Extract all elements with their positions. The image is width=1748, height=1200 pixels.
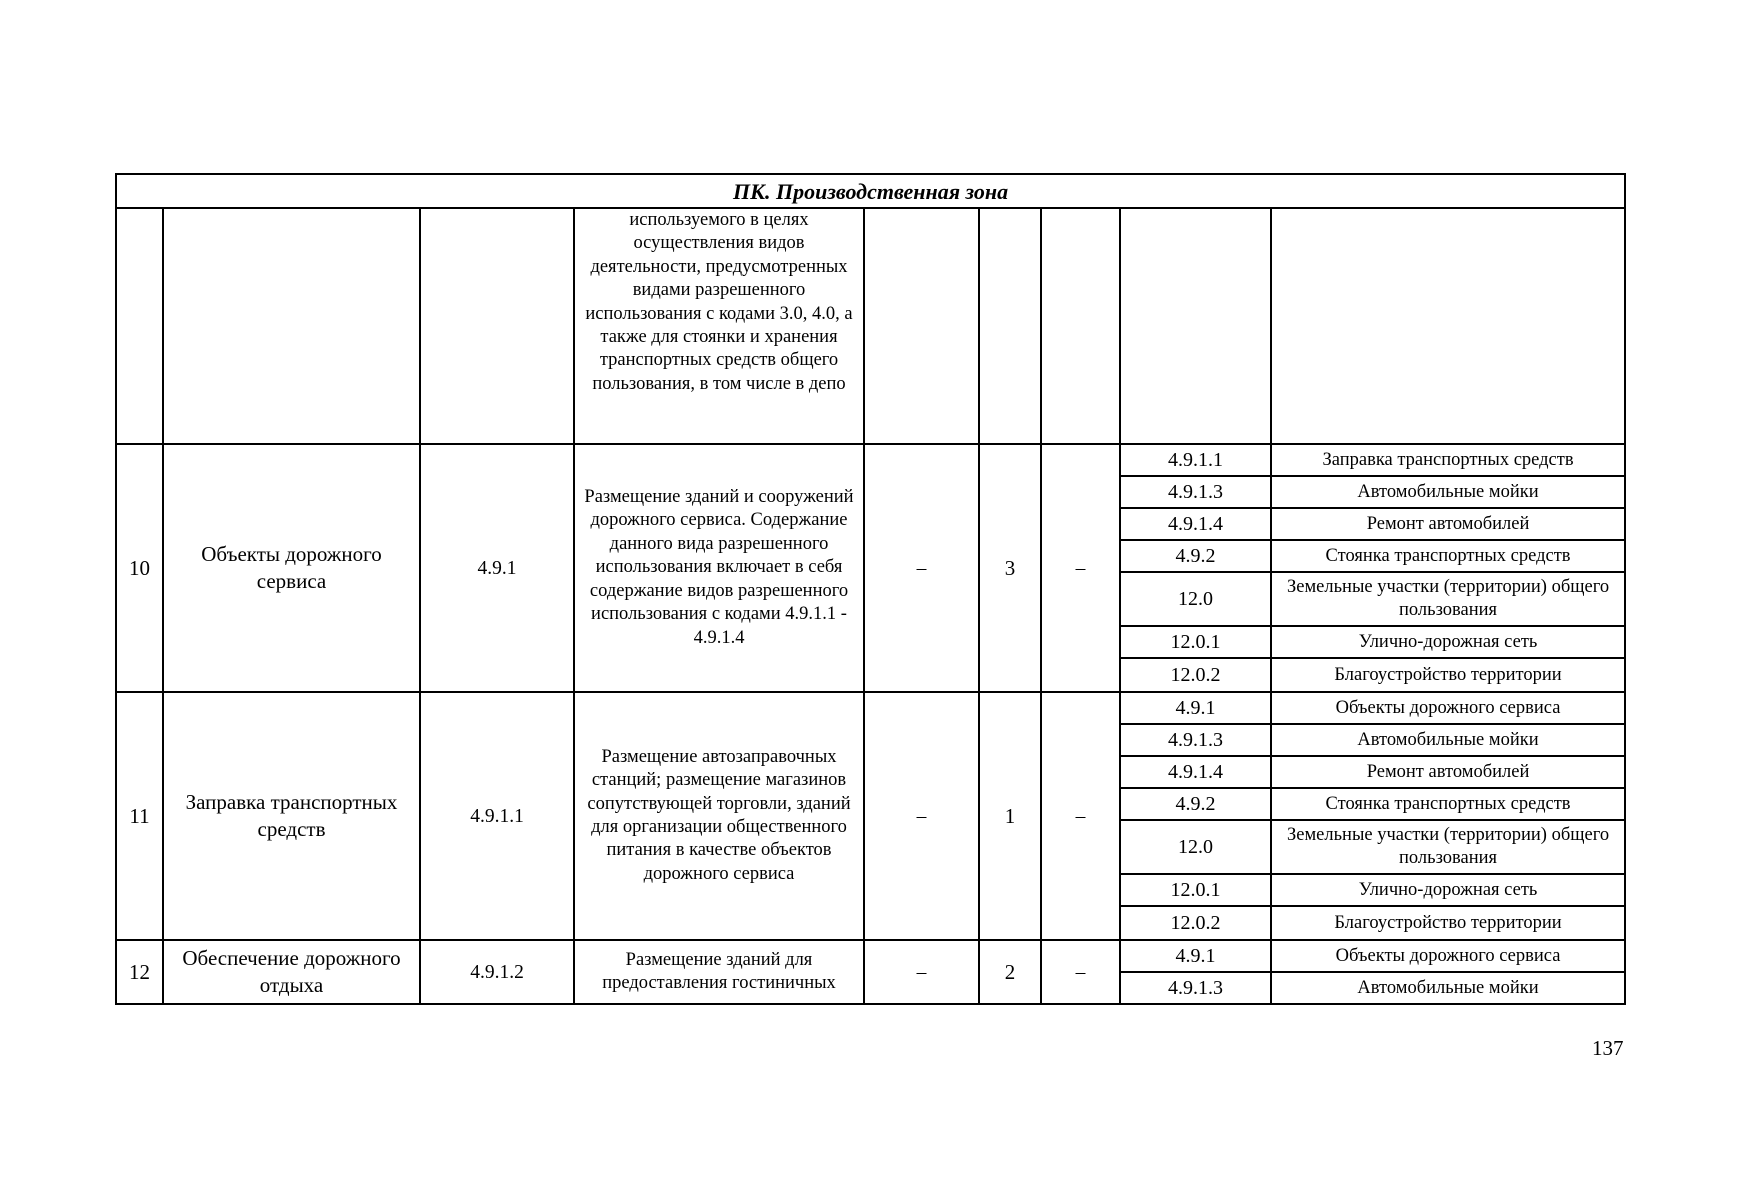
use-name: Объекты дорожного сервиса xyxy=(163,444,420,692)
linked-name: Земельные участки (территории) общего пользования xyxy=(1271,820,1625,874)
linked-code: 4.9.1.1 xyxy=(1120,444,1271,476)
column-5-value: – xyxy=(864,692,979,940)
row-number: 12 xyxy=(116,940,163,1004)
linked-name: Ремонт автомобилей xyxy=(1271,508,1625,540)
linked-code: 12.0 xyxy=(1120,820,1271,874)
linked-name: Автомобильные мойки xyxy=(1271,476,1625,508)
cell-empty xyxy=(1120,208,1271,444)
linked-code: 12.0 xyxy=(1120,572,1271,626)
use-description: Размещение автозаправочных станций; размещение магазинов сопутствующей торговли, зданий для организации общественного питания в качестве объектов дорожного сервиса xyxy=(574,692,864,940)
table-row xyxy=(116,444,1625,476)
cell-empty xyxy=(979,208,1041,444)
linked-name: Благоустройство территории xyxy=(1271,658,1625,692)
row-number: 11 xyxy=(116,692,163,940)
linked-name: Улично-дорожная сеть xyxy=(1271,874,1625,906)
linked-code: 12.0.2 xyxy=(1120,658,1271,692)
linked-name: Автомобильные мойки xyxy=(1271,724,1625,756)
use-description: Размещение зданий для предоставления гостиничных xyxy=(574,940,864,1004)
linked-name: Стоянка транспортных средств xyxy=(1271,788,1625,820)
linked-code: 4.9.2 xyxy=(1120,540,1271,572)
linked-code: 4.9.1 xyxy=(1120,940,1271,972)
column-5-value: – xyxy=(864,444,979,692)
linked-name: Ремонт автомобилей xyxy=(1271,756,1625,788)
continued-description: используемого в целях осуществления видов деятельности, предусмотренных видами разрешенного использования с кодами 3.0, 4.0, а также для стоянки и хранения транспортных средств общего пользования, в том числе в депо xyxy=(574,208,864,444)
cell-empty xyxy=(420,208,574,444)
linked-name: Земельные участки (территории) общего пользования xyxy=(1271,572,1625,626)
use-code: 4.9.1 xyxy=(420,444,574,692)
column-7-value: – xyxy=(1041,444,1120,692)
cell-empty xyxy=(1271,208,1625,444)
table-title: ПК. Производственная зона xyxy=(116,174,1625,208)
linked-name: Заправка транспортных средств xyxy=(1271,444,1625,476)
table-row xyxy=(116,940,1625,972)
linked-code: 12.0.1 xyxy=(1120,874,1271,906)
column-6-value: 3 xyxy=(979,444,1041,692)
column-5-value: – xyxy=(864,940,979,1004)
use-name: Заправка транспортных средств xyxy=(163,692,420,940)
column-6-value: 1 xyxy=(979,692,1041,940)
linked-code: 4.9.1 xyxy=(1120,692,1271,724)
cell-empty xyxy=(1041,208,1120,444)
land-use-table xyxy=(115,173,1626,1005)
linked-name: Улично-дорожная сеть xyxy=(1271,626,1625,658)
linked-name: Благоустройство территории xyxy=(1271,906,1625,940)
linked-code: 12.0.1 xyxy=(1120,626,1271,658)
use-name: Обеспечение дорожного отдыха xyxy=(163,940,420,1004)
linked-name: Объекты дорожного сервиса xyxy=(1271,940,1625,972)
linked-name: Автомобильные мойки xyxy=(1271,972,1625,1004)
linked-name: Объекты дорожного сервиса xyxy=(1271,692,1625,724)
use-code: 4.9.1.2 xyxy=(420,940,574,1004)
column-6-value: 2 xyxy=(979,940,1041,1004)
column-7-value: – xyxy=(1041,692,1120,940)
linked-code: 4.9.1.4 xyxy=(1120,508,1271,540)
page-number: 137 xyxy=(1592,1036,1624,1060)
linked-code: 4.9.2 xyxy=(1120,788,1271,820)
cell-empty xyxy=(163,208,420,444)
table-row xyxy=(116,692,1625,724)
linked-code: 4.9.1.4 xyxy=(1120,756,1271,788)
linked-code: 4.9.1.3 xyxy=(1120,724,1271,756)
cell-empty xyxy=(864,208,979,444)
linked-code: 4.9.1.3 xyxy=(1120,476,1271,508)
row-number: 10 xyxy=(116,444,163,692)
linked-code: 12.0.2 xyxy=(1120,906,1271,940)
cell-empty xyxy=(116,208,163,444)
linked-code: 4.9.1.3 xyxy=(1120,972,1271,1004)
use-description: Размещение зданий и сооружений дорожного сервиса. Содержание данного вида разрешенного использования включает в себя содержание видов разрешенного использования с кодами 4.9.1.1 - 4.9.1.4 xyxy=(574,444,864,692)
linked-name: Стоянка транспортных средств xyxy=(1271,540,1625,572)
column-7-value: – xyxy=(1041,940,1120,1004)
use-code: 4.9.1.1 xyxy=(420,692,574,940)
